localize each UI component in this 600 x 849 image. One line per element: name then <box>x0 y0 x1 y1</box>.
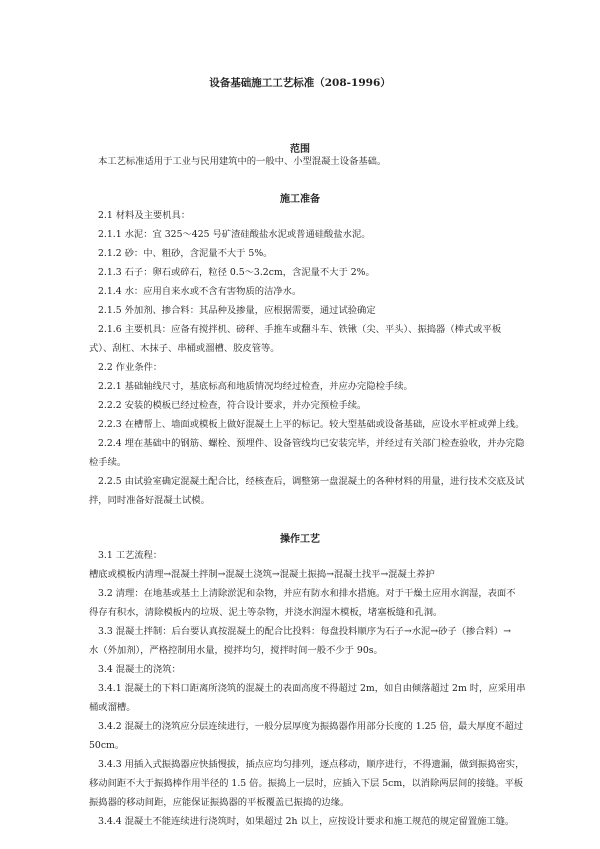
prep-line: 2.1.5 外加剂、掺合料：其品种及掺量，应根据需要，通过试验确定 <box>98 305 376 316</box>
prep-line: 2.2.3 在槽帮上、墙面或模板上做好混凝土上平的标记。较大型基础或设备基础，应设水平桩或弹上线。 <box>98 419 525 430</box>
prep-line: 2.2.2 安装的模板已经过检查，符合设计要求，并办完预检手续。 <box>98 400 367 411</box>
prep-line: 2.1.2 砂：中、粗砂，含泥量不大于 5%。 <box>98 248 273 259</box>
prep-line: 检手续。 <box>89 457 127 468</box>
prep-line: 2.1.4 水：应用自来水或不含有害物质的洁净水。 <box>98 286 302 297</box>
prep-line: 2.2.5 由试验室确定混凝土配合比，经核查后，调整第一盘混凝土的各种材料的用量，进行技术交底及试 <box>98 476 525 487</box>
ops-line: 得存有积水，清除模板内的垃圾、泥土等杂物，并浇水润湿木模板，堵塞板缝和孔洞。 <box>89 607 443 618</box>
ops-line: 水（外加剂），严格控制用水量，搅拌均匀，搅拌时间一般不少于 90s。 <box>89 645 383 656</box>
ops-line: 振捣器的移动间距，应能保证振捣器的平板覆盖已振捣的边缘。 <box>89 797 350 808</box>
ops-line: 移动间距不大于振捣棒作用半径的 1.5 倍。振捣上一层时，应插入下层 5cm，以消除两层间的接缝。平板 <box>89 778 524 789</box>
document-title: 设备基础施工工艺标准（208-1996） <box>209 77 391 89</box>
prep-line: 2.1.6 主要机具：应备有搅拌机、磅秤、手推车或翻斗车、铁锹（尖、平头）、振捣器（棒式或平板 <box>98 324 502 335</box>
prep-line: 2.2.4 埋在基础中的钢筋、螺栓、预埋件、设备管线均已安装完毕，并经过有关部门检查验收，并办完隐 <box>98 438 525 449</box>
ops-line: 3.4.2 混凝土的浇筑应分层连续进行，一般分层厚度为振捣器作用部分长度的 1.25 倍，最大厚度不超过 <box>98 721 524 732</box>
prep-line: 拌，同时准备好混凝土试模。 <box>89 495 210 506</box>
ops-line: 50cm。 <box>89 740 125 751</box>
ops-line: 3.4.4 混凝土不能连续进行浇筑时，如果超过 2h 以上，应按设计要求和施工规范的规定留置施工缝。 <box>98 816 515 827</box>
section-heading-prep: 施工准备 <box>280 194 320 205</box>
ops-line: 3.3 混凝土拌制：后台要认真按混凝土的配合比投料：每盘投料顺序为石子→水泥→砂子（掺合料）→ <box>98 626 511 637</box>
ops-line: 3.2 清理：在地基或基土上清除淤泥和杂物，并应有防水和排水措施。对于干燥土应用水润湿，表面不 <box>98 588 516 599</box>
prep-line: 2.1.1 水泥：宜 325～425 号矿渣硅酸盐水泥或普通硅酸盐水泥。 <box>98 229 371 240</box>
ops-line: 3.1 工艺流程： <box>98 550 163 561</box>
ops-line: 3.4.3 用插入式振捣器应快插慢拔，插点应均匀排列，逐点移动，顺序进行，不得遗漏，做到振捣密实， <box>98 759 525 770</box>
scope-paragraph: 本工艺标准适用于工业与民用建筑中的一般中、小型混凝土设备基础。 <box>98 156 387 167</box>
prep-line: 2.2 作业条件： <box>98 362 163 373</box>
ops-line: 3.4.1 混凝土的下料口距离所浇筑的混凝土的表面高度不得超过 2m，如自由倾落超过 2m 时，应采用串 <box>98 683 526 694</box>
section-heading-ops: 操作工艺 <box>280 534 320 545</box>
prep-line: 式）、刮杠、木抹子、串桶或溜槽、胶皮管等。 <box>89 343 280 354</box>
ops-line: 桶或溜槽。 <box>89 702 136 713</box>
prep-line: 2.2.1 基础轴线尺寸，基底标高和地质情况均经过检查，并应办完隐检手续。 <box>98 381 413 392</box>
ops-line: 3.4 混凝土的浇筑： <box>98 664 181 675</box>
section-heading-scope: 范围 <box>290 144 310 155</box>
prep-line: 2.1.3 石子：卵石或碎石，粒径 0.5～3.2cm，含泥量不大于 2%。 <box>98 267 375 278</box>
ops-line: 槽底或模板内清理→混凝土拌制→混凝土浇筑→混凝土振捣→混凝土找平→混凝土养护 <box>89 569 435 580</box>
prep-line: 2.1 材料及主要机具： <box>98 210 191 221</box>
